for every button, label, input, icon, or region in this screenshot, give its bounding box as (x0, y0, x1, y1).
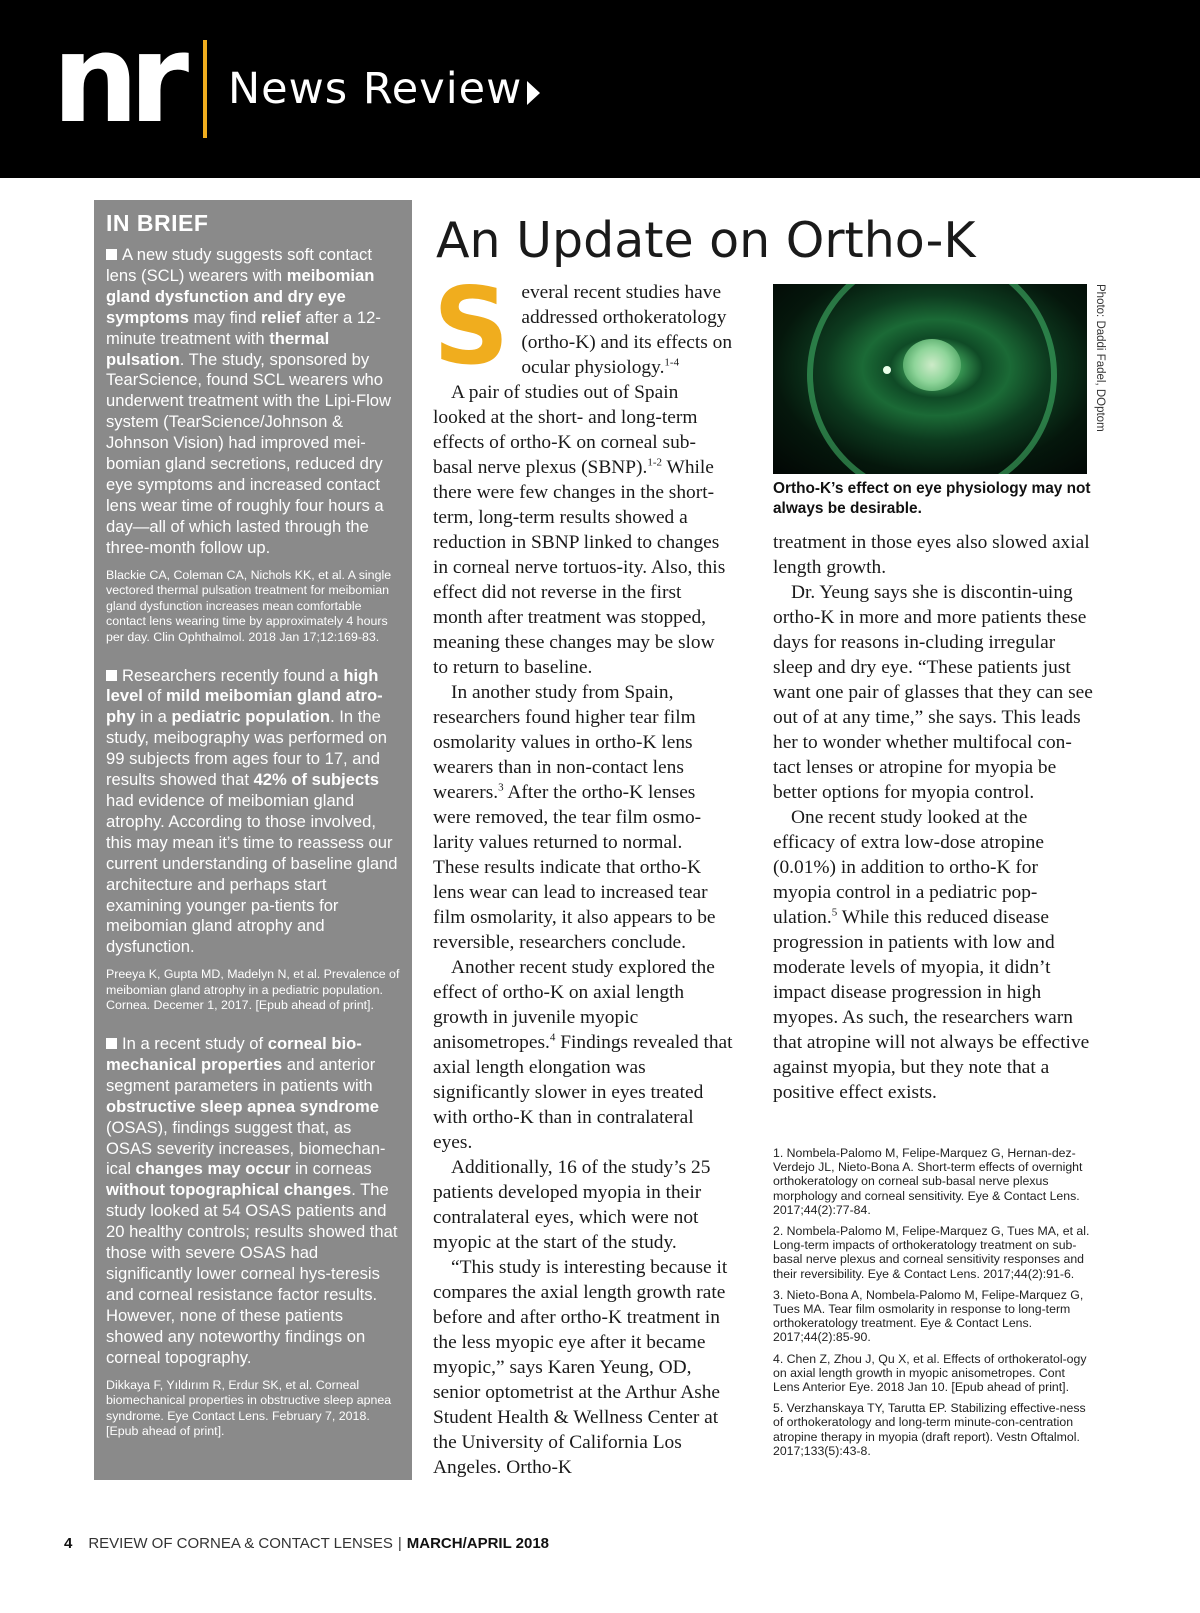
references-list (773, 1146, 1091, 1465)
photo-credit-text: Photo: Daddi Fadel, DOptom (1094, 284, 1106, 432)
citation-superscript: 1-4 (664, 356, 680, 369)
reference-item: 5. Verzhanskaya TY, Tarutta EP. Stabilizing effective-ness of orthokeratology and long-term minute-con-centration atropine therapy in myopia (draft report). Vestn Oftalmol. 2017;133(5):43-8. (773, 1401, 1086, 1458)
citation-superscript: 4 (549, 1031, 556, 1044)
photo-credit (1092, 284, 1108, 484)
brief-reference-3: Dikkaya F, Yıldırım R, Erdur SK, et al. Corneal biomechanical properties in obstructive sleep apnea syndrome. Eye Contact Lens. February 7, 2018. [Epub ahead of print]. (106, 1377, 392, 1439)
article-column-2 (773, 530, 1093, 1105)
bullet-square-icon (106, 249, 117, 260)
photo-caption: Ortho-K’s effect on eye physiology may not always be desirable. (773, 480, 1091, 517)
page-footer (64, 1535, 549, 1552)
citation-superscript: 3 (498, 781, 504, 794)
brief-text: in a (135, 707, 172, 727)
brief-highlight: thermal pulsation (106, 328, 330, 369)
brief-highlight: pediatric population (171, 707, 331, 727)
brief-text: . In the study, meibography was performed on 99 subjects from ages four to 17, and results showed that (106, 707, 388, 790)
paragraph-text: A pair of studies out of Spain looked at the short- and long-term effects of ortho-K on corneal sub-basal nerve plexus (SBNP). (433, 382, 698, 478)
brief-text: In a recent study of (122, 1034, 268, 1054)
article-paragraph: Additionally, 16 of the study’s 25 patients developed myopia in their contralateral eyes, which were not myopic at the start of the study. (433, 1157, 711, 1253)
article-paragraph (433, 680, 733, 955)
paragraph-text: In another study from Spain, researchers found higher tear film osmolarity values in ortho-K lens wearers than in non-contact lens wearers. (433, 682, 696, 803)
footer-separator: | (397, 1535, 402, 1552)
brief-text: after a 12-minute treatment with (106, 307, 381, 348)
brief-highlight: relief (260, 307, 301, 327)
reference-item: 4. Chen Z, Zhou J, Qu X, et al. Effects of orthokeratol-ogy on axial length growth in myopic anisometropes. Cont Lens Anterior Eye. 2018 Jan 10. [Epub ahead of print]. (773, 1351, 1087, 1395)
article-paragraph: “This study is interesting because it compares the axial length growth rate before and after ortho-K treatment in the less myopic eye after it became myopic,” says Karen Yeung, OD, senior optometrist at the Arthur Ashe Student Health & Wellness Center at the University of California Los Angeles. Ortho-K (433, 1257, 728, 1478)
brief-text: Researchers recently found a (122, 665, 344, 685)
brief-text: (OSAS), findings suggest that, as OSAS severity increases, biomechan-ical (106, 1117, 386, 1179)
paragraph-text: Findings revealed that axial length elongation was significantly slower in eyes treated with ortho-K than in contralateral eyes. (433, 1032, 733, 1153)
paragraph-text: After the ortho-K lenses were removed, the tear film osmo-larity values returned to normal. These results indicate that ortho-K lens wear can lead to increased tear film osmolarity, it also appears to be reversible, researchers conclude. (433, 782, 716, 953)
play-arrow-icon (527, 81, 540, 105)
paragraph-text: One recent study looked at the efficacy of extra low-dose atropine (0.01%) in addition to ortho-K for myopia control in a pediatric pop-ulation. (773, 807, 1044, 928)
article-paragraph: Dr. Yeung says she is discontin-uing ortho-K in more and more patients these days for reasons in-cluding irregular sleep and dry eye. “These patients just want one pair of glasses that they can see out of at any time,” she says. This leads her to wonder whether multifocal con-tact lenses or atropine for myopia be better options for myopia control. (773, 582, 1093, 803)
brief-text: of (142, 686, 166, 706)
brief-text: and anterior segment parameters in patients with (106, 1054, 376, 1095)
brief-highlight: changes may occur (135, 1159, 291, 1179)
brief-text: had evidence of meibomian gland atrophy. According to those involved, this may mean it’s time to reassess our current understanding of baseline gland architecture and perhaps start examining younger pa-tients for meibomian gland atrophy and dysfunction. (106, 791, 398, 957)
brief-text: A new study suggests soft contact lens (SCL) wearers with (106, 245, 372, 285)
page-number: 4 (64, 1535, 73, 1552)
logo-divider (203, 40, 207, 138)
paragraph-text: While this reduced disease progression in patients with low and moderate levels of myopia, it didn’t impact disease progression in high myopes. As such, the researchers warn that atropine will not always be effective against myopia, but they note that a positive effect exists. (773, 907, 1090, 1103)
section-title: News Review (228, 64, 523, 114)
paragraph-text: While there were few changes in the short-term, long-term results showed a reduction in SBNP linked to changes in corneal nerve tortuos-ity. Also, this effect did not reverse in the first month after treatment was stopped, meaning these changes may be slow to return to baseline. (433, 457, 726, 678)
paragraph-text: Another recent study explored the effect of ortho-K on axial length growth in juvenile myopic anisometropes. (433, 957, 715, 1053)
light-reflection (883, 366, 891, 374)
article-paragraph (433, 265, 733, 388)
drop-cap: S (433, 265, 510, 388)
eye-photo (773, 284, 1087, 474)
citation-superscript: 5 (831, 906, 838, 919)
page-header (0, 0, 1200, 178)
brief-item-1 (106, 245, 400, 559)
article-paragraph: treatment in those eyes also slowed axial length growth. (773, 532, 1090, 578)
brief-text: . The study looked at 54 OSAS patients and 20 healthy controls; results showed that those with severe OSAS had significantly lower corneal hys-teresis and corneal resistance factor results. However, none of these patients showed any noteworthy findings on corneal topography. (106, 1180, 398, 1367)
reference-item: 2. Nombela-Palomo M, Felipe-Marquez G, Tues MA, et al. Long-term impacts of orthokeratology treatment on sub-basal nerve plexus and corneal sensitivity responses and their reversibility. Eye & Contact Lens. 2017;44(2):91-6. (773, 1224, 1090, 1281)
brief-item-3 (106, 1034, 400, 1369)
brief-highlight: without topographical changes (106, 1180, 352, 1200)
reference-item: 3. Nieto-Bona A, Nombela-Palomo M, Felipe-Marquez G, Tues MA. Tear film osmolarity in response to long-term orthokeratology treatment. Eye & Contact Lens. 2017;44(2):85-90. (773, 1287, 1084, 1345)
brief-text: . The study, sponsored by TearScience, found SCL wearers who underwent treatment with the Lipi-Flow system (TearScience/Johnson & Johnson Vision) had improved mei-bomian gland secretions, reduced dry eye symptoms and increased contact lens wear time of roughly four hours a day—all of which lasted through the three-month follow up. (106, 349, 391, 557)
brief-highlight: obstructive sleep apnea syndrome (106, 1096, 379, 1116)
bullet-square-icon (106, 1038, 117, 1049)
citation-superscript: 1-2 (647, 456, 663, 469)
brief-highlight: meibomian gland dysfunction and dry eye symptoms (106, 265, 375, 327)
brief-highlight: corneal bio-mechanical properties (106, 1034, 362, 1074)
brief-item-2 (106, 666, 400, 959)
article-paragraph (433, 955, 733, 1155)
bullet-square-icon (106, 670, 117, 681)
in-brief-sidebar (94, 200, 412, 1480)
article-paragraph (773, 805, 1093, 1105)
article-headline: An Update on Ortho-K (436, 212, 976, 269)
brief-text: in corneas (290, 1159, 372, 1179)
brief-highlight: high level (106, 665, 379, 706)
in-brief-title: IN BRIEF (106, 210, 209, 236)
brief-text: may find (189, 307, 261, 327)
paragraph-text: everal recent studies have addressed orthokeratology (ortho-K) and its effects on ocular physiology. (521, 282, 733, 378)
brief-reference-1: Blackie CA, Coleman CA, Nichols KK, et al. A single vectored thermal pulsation treatment for meibomian gland dysfunction increases mean comfortable contact lens wearing time by approximately 4 hours per day. Clin Ophthalmol. 2018 Jan 17;12:169-83. (106, 567, 392, 644)
brief-highlight: 42% of subjects (253, 770, 379, 790)
publication-name: REVIEW OF CORNEA & CONTACT LENSES (88, 1535, 393, 1552)
brief-reference-2: Preeya K, Gupta MD, Madelyn N, et al. Prevalence of meibomian gland atrophy in a pediatric population. Cornea. Decemer 1, 2017. [Epub ahead of print]. (106, 967, 400, 1013)
reference-item: 1. Nombela-Palomo M, Felipe-Marquez G, Hernan-dez-Verdejo JL, Nieto-Bona A. Short-term effects of overnight orthokeratology on corneal sub-basal nerve plexus morphology and corneal sensitivity. Eye & Contact Lens. 2017;44(2):77-84. (773, 1146, 1083, 1217)
issue-date: MARCH/APRIL 2018 (406, 1535, 550, 1552)
article-column-1 (433, 265, 733, 1480)
nr-logo: nr (52, 8, 180, 150)
brief-highlight: mild meibomian gland atro-phy (106, 686, 383, 727)
article-paragraph (433, 380, 733, 680)
pupil (903, 339, 961, 391)
